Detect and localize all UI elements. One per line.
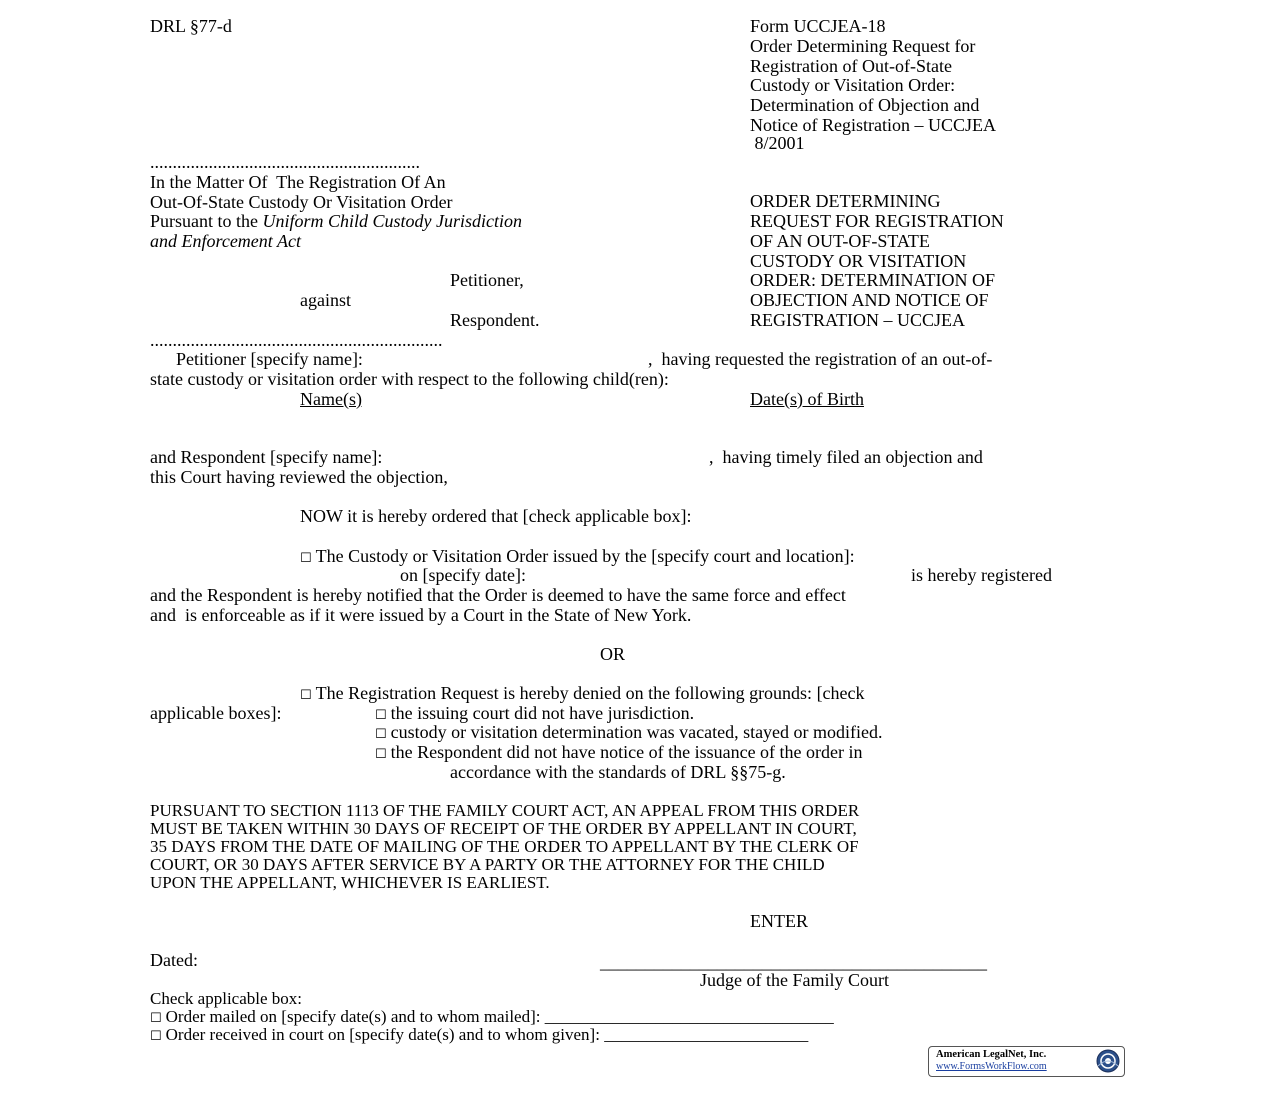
option-registered-text-cont: and the Respondent is hereby notified that the Order is deemed to have the same force and effect — [150, 585, 846, 605]
option-registered-text-cont: and is enforceable as if it were issued by a Court in the State of New York. — [150, 605, 692, 625]
statute-reference: DRL §77-d — [150, 16, 232, 36]
appeal-line: PURSUANT TO SECTION 1113 OF THE FAMILY COURT ACT, AN APPEAL FROM THIS ORDER — [150, 801, 860, 820]
ground-notice-cont: accordance with the standards of DRL §§75-g. — [450, 762, 786, 782]
publisher-name: American LegalNet, Inc. — [936, 1049, 1047, 1060]
judge-title: Judge of the Family Court — [700, 970, 889, 990]
ground-text: custody or visitation determination was vacated, stayed or modified. — [390, 722, 883, 742]
publisher-url[interactable]: www.FormsWorkFlow.com — [936, 1061, 1047, 1072]
checkbox-icon[interactable]: ☐ — [375, 727, 387, 742]
ground-text: the issuing court did not have jurisdiction. — [390, 703, 695, 723]
title-line: OF AN OUT-OF-STATE — [750, 231, 930, 251]
form-line: Form UCCJEA-18 — [750, 16, 886, 36]
title-line: OBJECTION AND NOTICE OF — [750, 290, 989, 310]
title-line: ORDER: DETERMINATION OF — [750, 270, 995, 290]
checkbox-icon[interactable]: ☐ — [150, 1029, 162, 1044]
form-date: 8/2001 — [750, 133, 805, 153]
dated-label: Dated: — [150, 950, 198, 970]
title-line: REQUEST FOR REGISTRATION — [750, 211, 1004, 231]
option-denied-text-cont: applicable boxes]: — [150, 703, 282, 723]
option-registered-text: The Custody or Visitation Order issued by the [specify court and location]: — [315, 546, 855, 566]
received-option[interactable] — [150, 1025, 808, 1047]
form-line: Determination of Objection and — [750, 95, 980, 115]
title-line: REGISTRATION – UCCJEA — [750, 310, 966, 330]
form-line: Notice of Registration – UCCJEA — [750, 115, 996, 135]
publisher-logo[interactable] — [928, 1046, 1125, 1077]
form-line: Custody or Visitation Order: — [750, 75, 956, 95]
checkbox-icon[interactable]: ☐ — [300, 688, 312, 703]
appeal-line: COURT, OR 30 DAYS AFTER SERVICE BY A PARTY OR THE ATTORNEY FOR THE CHILD — [150, 855, 825, 874]
mailed-text: Order mailed on [specify date(s) and to whom mailed]: __________________________________ — [165, 1007, 834, 1026]
option-registered-status: is hereby registered — [911, 565, 1052, 585]
respondent-objection-text: , having timely filed an objection and — [709, 447, 983, 467]
against-label: against — [300, 290, 351, 310]
pursuant-prefix: Pursuant to the — [150, 211, 263, 231]
option-date-label: on [specify date]: — [400, 565, 526, 585]
or-separator: OR — [600, 644, 626, 664]
act-name-cont: and Enforcement Act — [150, 231, 301, 251]
enter-label: ENTER — [750, 911, 808, 931]
respondent-label: Respondent. — [450, 310, 540, 330]
ordered-statement: NOW it is hereby ordered that [check applicable box]: — [300, 506, 692, 526]
petitioner-request-text: , having requested the registration of an out-of- — [648, 349, 993, 369]
caption-dots-top: ............................................................ — [150, 152, 420, 172]
title-line: ORDER DETERMINING — [750, 191, 941, 211]
pursuant-line — [150, 211, 522, 231]
matter-line: Out-Of-State Custody Or Visitation Order — [150, 192, 453, 212]
ground-text: the Respondent did not have notice of the issuance of the order in — [390, 742, 863, 762]
signature-line[interactable]: ___________________________________________ — [600, 952, 987, 972]
names-column-header: Name(s) — [300, 389, 362, 409]
dob-column-header: Date(s) of Birth — [750, 389, 864, 409]
caption-dots-bottom: ................................................................. — [150, 330, 443, 350]
checkbox-icon[interactable]: ☐ — [375, 747, 387, 762]
check-box-label: Check applicable box: — [150, 989, 303, 1008]
respondent-objection-text-cont: this Court having reviewed the objection, — [150, 467, 448, 487]
globe-logo-icon — [1095, 1048, 1121, 1074]
appeal-line: UPON THE APPELLANT, WHICHEVER IS EARLIEST. — [150, 873, 550, 892]
matter-line: In the Matter Of The Registration Of An — [150, 172, 446, 192]
title-line: CUSTODY OR VISITATION — [750, 251, 967, 271]
appeal-line: MUST BE TAKEN WITHIN 30 DAYS OF RECEIPT OF THE ORDER BY APPELLANT IN COURT, — [150, 819, 857, 838]
petitioner-request-text-cont: state custody or visitation order with respect to the following child(ren): — [150, 369, 669, 389]
form-line: Registration of Out-of-State — [750, 56, 952, 76]
checkbox-icon[interactable]: ☐ — [375, 708, 387, 723]
checkbox-icon[interactable]: ☐ — [150, 1011, 162, 1026]
option-registered[interactable] — [300, 546, 855, 569]
petitioner-name-label: Petitioner [specify name]: — [176, 349, 363, 369]
received-text: Order received in court on [specify date(s) and to whom given]: ________________________ — [165, 1025, 809, 1044]
respondent-name-label: and Respondent [specify name]: — [150, 447, 383, 467]
checkbox-icon[interactable]: ☐ — [300, 551, 312, 566]
appeal-line: 35 DAYS FROM THE DATE OF MAILING OF THE ORDER TO APPELLANT BY THE CLERK OF — [150, 837, 859, 856]
petitioner-label: Petitioner, — [450, 270, 524, 290]
form-line: Order Determining Request for — [750, 36, 976, 56]
option-denied-text: The Registration Request is hereby denied on the following grounds: [check — [315, 683, 865, 703]
act-name: Uniform Child Custody Jurisdiction — [262, 211, 523, 231]
